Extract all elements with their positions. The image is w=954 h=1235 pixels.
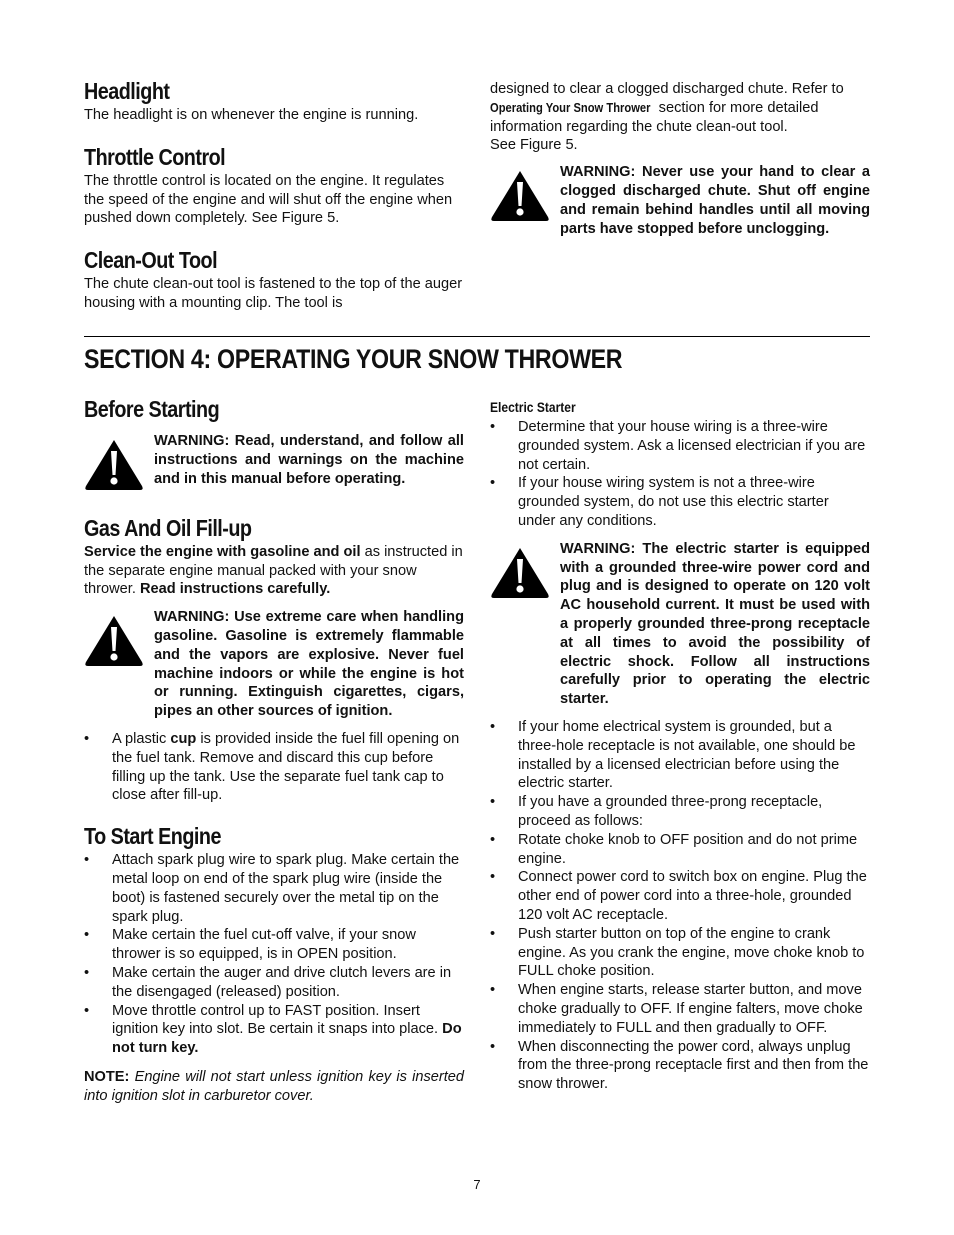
list-item: • Make certain the auger and drive clutch levers are in the disengaged (released) position. <box>84 964 452 1000</box>
cleanout-cont-ref: Operating Your Snow Thrower <box>490 99 651 115</box>
electric-warning-text: WARNING: The electric starter is equipped with a grounded three-wire power cord and plug and is designed to operate on 120 volt AC household current. It must be used with a properly grounded three-prong receptacle at all times to avoid the possibility of electric shock. Follow all instructions carefully prior to operating the electric starter. <box>560 540 870 708</box>
top-left-column <box>84 78 464 313</box>
list-item: • Attach spark plug wire to spark plug. Make certain the metal loop on end of the spark plug wire (inside the boot) is fastened securely over the metal tip on the spark plug. <box>84 852 460 925</box>
gas-oil-heading: Gas And Oil Fill-up <box>84 514 252 541</box>
top-right-column <box>490 80 870 238</box>
throttle-text: The throttle control is located on the engine. It regulates the speed of the engine and will shut off the engine when pushed down completely. See Figure 5. <box>84 172 453 227</box>
headlight-text: The headlight is on whenever the engine is running. <box>84 107 419 123</box>
warning-triangle-icon <box>490 546 550 606</box>
list-item: • Move throttle control up to FAST position. Insert ignition key into slot. Be certain it snaps into place. Do not turn key. <box>84 1002 462 1057</box>
cleanout-cont-after: section for more detailed information regarding the chute clean-out tool. <box>490 99 819 135</box>
bullet-symbol: • <box>84 730 90 747</box>
section-divider <box>84 336 870 337</box>
cleanout-heading: Clean-Out Tool <box>84 247 218 274</box>
cleanout-cont-fig: See Figure 5. <box>490 137 578 154</box>
warning-triangle-icon <box>84 438 144 498</box>
list-item: • If you have a grounded three-prong receptacle, proceed as follows: <box>490 794 823 829</box>
electric-warning <box>490 540 870 709</box>
start-engine-note <box>84 1068 464 1106</box>
list-item: • Make certain the fuel cut-off valve, if your snow thrower is so equipped, is in OPEN position. <box>84 927 416 963</box>
throttle-heading: Throttle Control <box>84 143 226 170</box>
cleanout-continued <box>490 80 870 155</box>
headlight-heading: Headlight <box>84 78 170 104</box>
electric-starter-heading: Electric Starter <box>490 399 576 415</box>
cleanout-cont-before: designed to clear a clogged discharged chute. Refer to <box>490 81 844 97</box>
list-item: • A plastic cup is provided inside the fuel fill opening on the fuel tank. Remove and discard this cup before filling up the tank. Use the separate fuel tank cap to close after fill-up. <box>84 730 460 804</box>
electric-bullets-a <box>490 418 870 531</box>
warning-triangle-icon <box>490 169 550 229</box>
list-item: • Push starter button on top of the engine to crank engine. As you crank the engine, move choke knob to FULL choke position. <box>490 925 865 980</box>
electric-bullets-b <box>490 718 870 1094</box>
section-title: SECTION 4: OPERATING YOUR SNOW THROWER <box>84 344 623 374</box>
gas-oil-intro-bold: Service the engine with gasoline and oil <box>84 543 361 560</box>
note-label: NOTE: <box>84 1068 130 1085</box>
before-starting-heading: Before Starting <box>84 396 220 422</box>
start-engine-bullets <box>84 851 464 1058</box>
list-item: • Connect power cord to switch box on engine. Plug the other end of power cord into a three-hole, grounded 120 volt AC receptacle. <box>490 869 867 923</box>
page-number: 7 <box>473 1177 481 1192</box>
gasoline-warning-text: WARNING: Use extreme care when handling gasoline. Gasoline is extremely flammable and the vapors are explosive. Never fuel machine indoors or while the engine is hot or running. Extinguish cigarettes, cigars, pipes an other sources of ignition. <box>154 609 464 720</box>
gasoline-warning <box>84 608 464 721</box>
warning-triangle-icon <box>84 614 144 674</box>
gas-oil-intro-bold2: Read instructions carefully. <box>139 581 331 598</box>
lower-right-column <box>490 398 870 1094</box>
list-item: • When disconnecting the power cord, always unplug from the three-prong receptacle first and then from the snow thrower. <box>490 1038 869 1093</box>
list-item: • If your house wiring system is not a three-wire grounded system, do not use this electric starter under any conditions. <box>490 475 829 529</box>
lower-left-column <box>84 396 464 1106</box>
note-text: Engine will not start unless ignition key is inserted into ignition slot in carburetor cover. <box>84 1068 464 1104</box>
gas-oil-bullets <box>84 730 464 805</box>
list-item: • If your home electrical system is grounded, but a three-hole receptacle is not available, one should be installed by a licensed electrician before using the electric starter. <box>490 718 856 792</box>
cleanout-warning <box>490 163 870 238</box>
list-item: • Rotate choke knob to OFF position and do not prime engine. <box>490 831 858 867</box>
list-item: • When engine starts, release starter button, and move choke gradually to OFF. If engine falters, move choke immediately to FULL and then gradually to OFF. <box>490 982 863 1036</box>
gas-oil-intro-text: as instructed in the separate engine manual packed with your snow thrower. <box>84 543 463 598</box>
cleanout-text: The chute clean-out tool is fastened to the top of the auger housing with a mounting clip. The tool is <box>84 276 463 311</box>
before-starting-warning <box>84 432 464 498</box>
list-item: • Determine that your house wiring is a three-wire grounded system. Ask a licensed electrician if you are not certain. <box>490 419 866 473</box>
gas-oil-intro <box>84 543 464 599</box>
before-starting-warning-text: WARNING: Read, understand, and follow all instructions and warnings on the machine and in this manual before operating. <box>154 433 464 487</box>
cleanout-warning-text: WARNING: Never use your hand to clear a clogged discharged chute. Shut off engine and remain behind handles until all moving parts have stopped before unclogging. <box>560 164 870 237</box>
start-engine-heading: To Start Engine <box>84 823 221 850</box>
